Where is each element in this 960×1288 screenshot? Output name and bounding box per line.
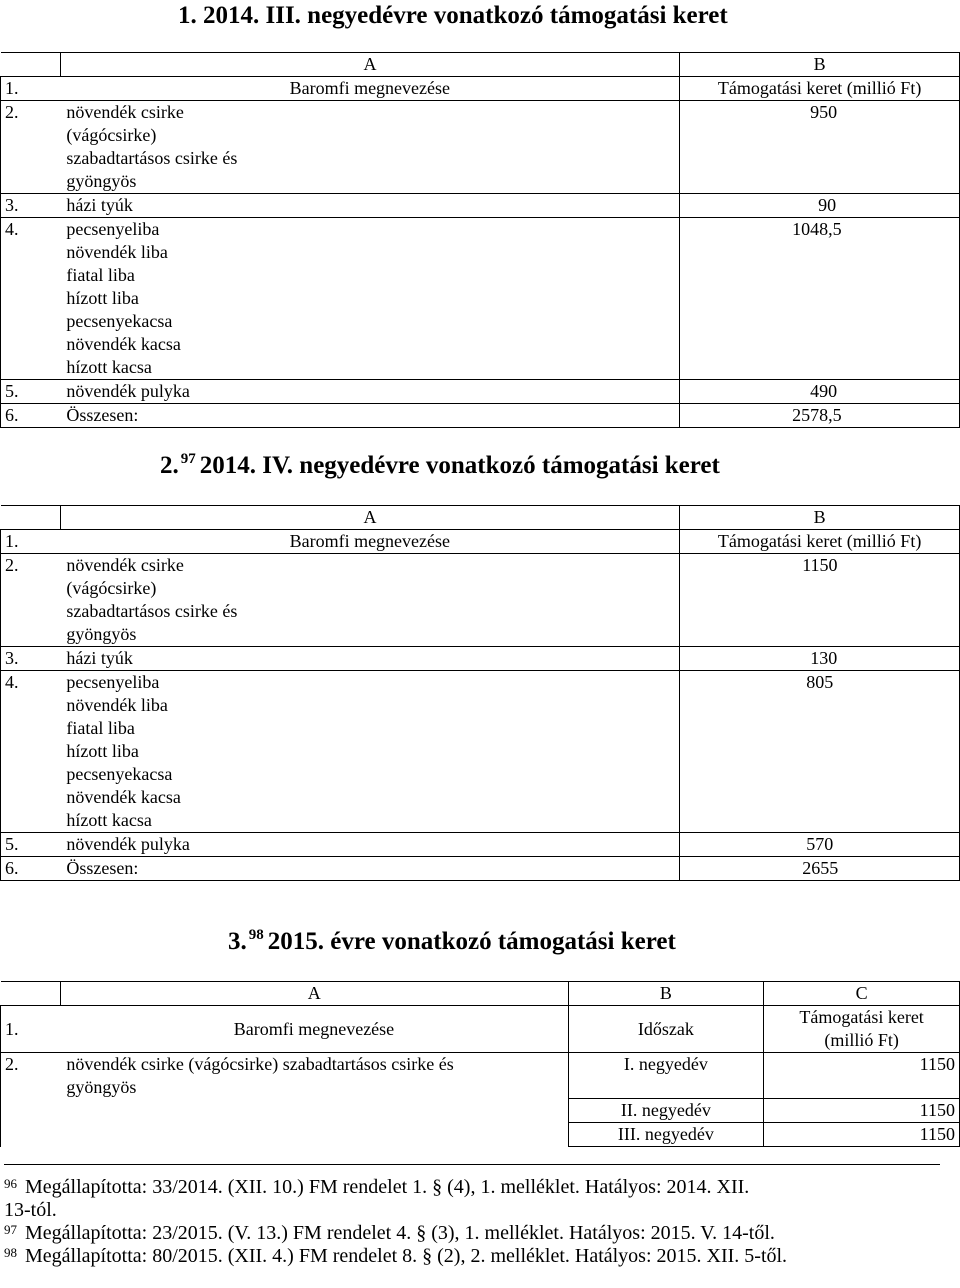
poultry-name-cell [60,671,679,833]
footnote-97 [4,1222,944,1245]
section3-table [0,981,960,1147]
footnote-number: 98 [4,1245,17,1260]
section1-title: 1. 2014. III. negyedévre vonatkozó támogatási keret [178,2,728,29]
footnote-number: 96 [4,1176,17,1191]
poultry-name-line: hízott liba [66,741,139,761]
row-number: 6. [1,404,61,428]
poultry-name-line: hízott kacsa [66,810,152,830]
row-number: 3. [1,194,61,218]
header-support-amount-line: (millió Ft) [824,1030,899,1050]
poultry-name-cell: házi tyúk [60,194,679,218]
row-number: 1. [1,530,61,554]
footnote-96-continuation: 13-tól. [4,1199,57,1221]
section3-title-number: 3. [228,928,247,955]
total-value-cell: 2578,5 [680,404,960,428]
support-amount-cell: 1150 [680,554,960,647]
header-poultry-name: Baromfi megnevezése [60,1006,568,1053]
poultry-name-line: gyöngyös [66,1077,137,1097]
period-cell: II. negyedév [568,1099,764,1123]
header-poultry-name: Baromfi megnevezése [60,77,679,101]
footnote-text: Megállapította: 33/2014. (XII. 10.) FM rendelet 1. § (4), 1. melléklet. Hatályos: 2014. XII. [25,1176,750,1198]
row-number: 2. [1,101,61,194]
poultry-name-line: hízott kacsa [66,357,152,377]
period-cell: III. negyedév [568,1123,764,1147]
poultry-name-cell: házi tyúk [60,647,679,671]
poultry-name-line: gyöngyös [66,171,137,191]
poultry-name-line: növendék kacsa [66,334,181,354]
poultry-name-line: pecsenyekacsa [66,764,173,784]
row-number: 5. [1,833,61,857]
poultry-name-line: szabadtartásos csirke és [66,148,238,168]
footnote-text: Megállapította: 23/2015. (V. 13.) FM rendelet 4. § (3), 1. melléklet. Hatályos: 2015. V. 14-től. [25,1222,775,1244]
support-amount-cell: 1150 [764,1053,960,1099]
poultry-name-cell [60,218,679,380]
row-number: 1. [1,77,61,101]
poultry-name-line: (vágócsirke) [66,125,157,145]
support-amount-cell: 490 [680,380,960,404]
section2-table [0,505,960,881]
support-amount-cell: 1048,5 [680,218,960,380]
column-a-header: A [60,506,679,530]
poultry-name-line: növendék liba [66,695,168,715]
support-amount-cell: 570 [680,833,960,857]
poultry-name-line: fiatal liba [66,265,135,285]
support-amount-cell: 90 [680,194,960,218]
period-cell: I. negyedév [568,1053,764,1099]
section1-table [0,52,960,428]
footnote-98 [4,1245,944,1268]
row-number: 3. [1,647,61,671]
header-poultry-name: Baromfi megnevezése [60,530,679,554]
header-support-amount-line: Támogatási keret [799,1007,924,1027]
poultry-name-line: növendék csirke (vágócsirke) szabadtartásos csirke és [66,1054,454,1074]
poultry-name-line: növendék csirke [66,555,184,575]
row-number: 4. [1,671,61,833]
footnotes [4,1168,944,1268]
row-number: 2. [1,1053,61,1147]
header-support-amount [764,1006,960,1053]
row-number: 4. [1,218,61,380]
footnote-ref-97: 97 [180,451,196,467]
poultry-name-cell: növendék pulyka [60,380,679,404]
support-amount-cell: 950 [680,101,960,194]
poultry-name-line: növendék liba [66,242,168,262]
section2-title-number: 2. [160,452,179,479]
support-amount-cell: 805 [680,671,960,833]
column-c-header: C [764,982,960,1006]
column-b-header: B [568,982,764,1006]
section3-title [228,928,676,959]
support-amount-cell: 130 [680,647,960,671]
column-a-header: A [60,53,679,77]
footnote-text: Megállapította: 80/2015. (XII. 4.) FM rendelet 8. § (2), 2. melléklet. Hatályos: 2015. XII. 5-től. [25,1245,788,1267]
poultry-name-line: (vágócsirke) [66,578,157,598]
header-period: Időszak [568,1006,764,1053]
row-number: 1. [1,1006,61,1053]
column-b-header: B [680,506,960,530]
total-label-cell: Összesen: [60,857,679,881]
row-number: 5. [1,380,61,404]
poultry-name-line: pecsenyeliba [66,672,160,692]
poultry-name-line: növendék kacsa [66,787,181,807]
footnote-number: 97 [4,1222,17,1237]
row-number: 2. [1,554,61,647]
row-number: 6. [1,857,61,881]
poultry-name-cell [60,554,679,647]
header-support-amount: Támogatási keret (millió Ft) [680,530,960,554]
support-amount-cell: 1150 [764,1099,960,1123]
column-b-header: B [680,53,960,77]
poultry-name-cell [60,101,679,194]
poultry-name-line: pecsenyekacsa [66,311,173,331]
section2-title [160,452,720,483]
footnote-separator [4,1164,940,1165]
poultry-name-cell: növendék pulyka [60,833,679,857]
section3-title-text: 2015. évre vonatkozó támogatási keret [267,928,676,955]
section2-title-text: 2014. IV. negyedévre vonatkozó támogatási keret [199,452,720,479]
total-label-cell: Összesen: [60,404,679,428]
poultry-name-line: fiatal liba [66,718,135,738]
poultry-name-cell [60,1053,568,1147]
column-a-header: A [60,982,568,1006]
footnote-ref-98: 98 [248,927,264,943]
header-support-amount: Támogatási keret (millió Ft) [680,77,960,101]
poultry-name-line: növendék csirke [66,102,184,122]
footnote-96 [4,1176,944,1199]
support-amount-cell: 1150 [764,1123,960,1147]
total-value-cell: 2655 [680,857,960,881]
poultry-name-line: hízott liba [66,288,139,308]
poultry-name-line: gyöngyös [66,624,137,644]
poultry-name-line: szabadtartásos csirke és [66,601,238,621]
poultry-name-line: pecsenyeliba [66,219,160,239]
